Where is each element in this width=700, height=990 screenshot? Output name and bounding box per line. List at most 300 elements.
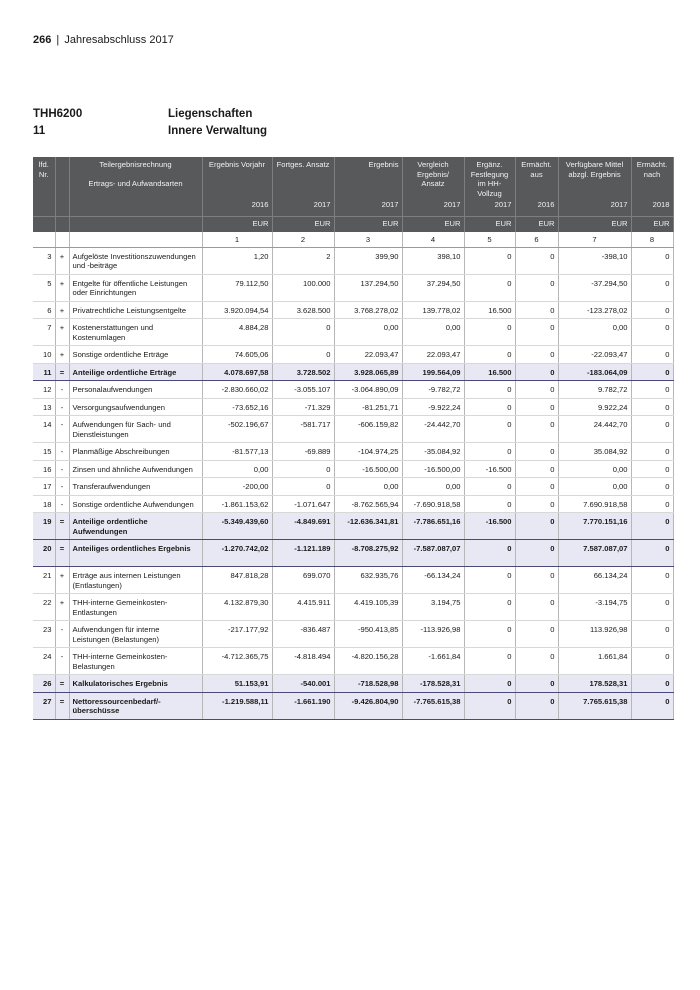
row-value: -12.636.341,81 xyxy=(334,513,402,540)
row-value: -73.652,16 xyxy=(202,398,272,416)
row-number: 12 xyxy=(33,381,55,399)
row-value: -9.782,72 xyxy=(402,381,464,399)
section-title xyxy=(33,106,673,140)
row-value: 35.084,92 xyxy=(558,443,631,461)
row-label: THH-interne Gemeinkosten-Belastungen xyxy=(69,648,202,675)
row-value: -502.196,67 xyxy=(202,416,272,443)
row-number: 18 xyxy=(33,495,55,513)
header-year: 2017 xyxy=(402,198,464,216)
row-value: 0 xyxy=(515,416,558,443)
table-row xyxy=(33,274,673,301)
row-label: Aufgelöste Investitionszuwendungen und -beiträge xyxy=(69,247,202,274)
row-number: 17 xyxy=(33,478,55,496)
row-operator: - xyxy=(55,648,69,675)
row-value: -8.762.565,94 xyxy=(334,495,402,513)
row-value: 0 xyxy=(272,346,334,364)
header-ermaecht-nach: Ermächt. nach xyxy=(631,157,673,198)
row-value: 22.093,47 xyxy=(334,346,402,364)
row-value: -123.278,02 xyxy=(558,301,631,319)
header-year: 2017 xyxy=(272,198,334,216)
row-value: 0 xyxy=(272,319,334,346)
row-value: 0 xyxy=(515,540,558,567)
table-row xyxy=(33,513,673,540)
row-value: 0 xyxy=(464,621,515,648)
row-operator: - xyxy=(55,416,69,443)
row-value: -9.426.804,90 xyxy=(334,692,402,719)
row-value: 0 xyxy=(515,247,558,274)
row-value: -16.500,00 xyxy=(334,460,402,478)
row-value: 0 xyxy=(515,460,558,478)
row-value: -71.329 xyxy=(272,398,334,416)
row-value: -1.861.153,62 xyxy=(202,495,272,513)
row-value: 1.661,84 xyxy=(558,648,631,675)
row-value: -1.071.647 xyxy=(272,495,334,513)
row-operator: - xyxy=(55,398,69,416)
row-label: Erträge aus internen Leistungen (Entlastungen) xyxy=(69,567,202,594)
row-value: -7.587.087,07 xyxy=(402,540,464,567)
row-value: 0 xyxy=(631,363,673,381)
table-row xyxy=(33,346,673,364)
row-value: -718.528,98 xyxy=(334,675,402,693)
table-header xyxy=(33,157,673,232)
column-number: 1 xyxy=(202,232,272,247)
header-units-row xyxy=(33,216,673,232)
column-number-row xyxy=(33,232,673,247)
row-value: 3.194,75 xyxy=(402,594,464,621)
row-value: 0 xyxy=(631,460,673,478)
row-value: 0 xyxy=(464,648,515,675)
row-label: Privatrechtliche Leistungsentgelte xyxy=(69,301,202,319)
row-value: 0 xyxy=(631,478,673,496)
row-operator: = xyxy=(55,363,69,381)
row-value: -950.413,85 xyxy=(334,621,402,648)
row-value: 0,00 xyxy=(402,319,464,346)
header-unit: EUR xyxy=(558,216,631,232)
row-label: Anteilige ordentliche Aufwendungen xyxy=(69,513,202,540)
budget-code: THH6200 xyxy=(33,108,83,120)
row-value: -66.134,24 xyxy=(402,567,464,594)
row-value: -35.084,92 xyxy=(402,443,464,461)
row-value: 0 xyxy=(464,567,515,594)
row-value: 0 xyxy=(515,594,558,621)
row-value: 100.000 xyxy=(272,274,334,301)
row-value: 0 xyxy=(631,540,673,567)
row-value: -22.093,47 xyxy=(558,346,631,364)
row-value: -37.294,50 xyxy=(558,274,631,301)
row-value: -5.349.439,60 xyxy=(202,513,272,540)
row-value: -178.528,31 xyxy=(402,675,464,693)
table-row xyxy=(33,675,673,693)
header-ergebnis-vorjahr: Ergebnis Vorjahr xyxy=(202,157,272,198)
row-value: -4.849.691 xyxy=(272,513,334,540)
row-value: 0 xyxy=(464,274,515,301)
row-value: 7.587.087,07 xyxy=(558,540,631,567)
row-value: 9.922,24 xyxy=(558,398,631,416)
header-year: 2017 xyxy=(464,198,515,216)
row-operator: - xyxy=(55,478,69,496)
row-value: 0 xyxy=(631,274,673,301)
row-number: 23 xyxy=(33,621,55,648)
row-number: 19 xyxy=(33,513,55,540)
row-label: Sonstige ordentliche Aufwendungen xyxy=(69,495,202,513)
row-value: 0 xyxy=(631,513,673,540)
header-teilergebnisrechnung: Teilergebnisrechnung Ertrags- und Aufwandsarten xyxy=(69,157,202,198)
row-value: 0 xyxy=(515,346,558,364)
header-separator: | xyxy=(56,34,60,46)
row-value: 0 xyxy=(631,398,673,416)
row-value: 0,00 xyxy=(558,319,631,346)
row-value: 4.415.911 xyxy=(272,594,334,621)
row-label: Zinsen und ähnliche Aufwendungen xyxy=(69,460,202,478)
row-value: 0 xyxy=(515,398,558,416)
row-value: -16.500 xyxy=(464,513,515,540)
row-value: 0 xyxy=(272,478,334,496)
row-value: 3.928.065,89 xyxy=(334,363,402,381)
row-value: 399,90 xyxy=(334,247,402,274)
table-row xyxy=(33,247,673,274)
row-number: 27 xyxy=(33,692,55,719)
header-unit: EUR xyxy=(202,216,272,232)
row-operator: + xyxy=(55,594,69,621)
row-operator: + xyxy=(55,319,69,346)
table-row xyxy=(33,460,673,478)
row-value: 0 xyxy=(464,381,515,399)
row-value: -16.500,00 xyxy=(402,460,464,478)
table-row xyxy=(33,621,673,648)
row-operator: - xyxy=(55,381,69,399)
page-header xyxy=(33,34,174,46)
row-operator: - xyxy=(55,621,69,648)
column-number: 2 xyxy=(272,232,334,247)
row-label: Sonstige ordentliche Erträge xyxy=(69,346,202,364)
row-label: Entgelte für öffentliche Leistungen oder Einrichtungen xyxy=(69,274,202,301)
table-row xyxy=(33,692,673,719)
row-value: 7.690.918,58 xyxy=(558,495,631,513)
header-year: 2016 xyxy=(515,198,558,216)
row-value: -1.270.742,02 xyxy=(202,540,272,567)
row-label: Kalkulatorisches Ergebnis xyxy=(69,675,202,693)
row-operator: + xyxy=(55,346,69,364)
row-value: 113.926,98 xyxy=(558,621,631,648)
row-number: 14 xyxy=(33,416,55,443)
row-value: 3.728.502 xyxy=(272,363,334,381)
row-operator: + xyxy=(55,274,69,301)
row-value: -8.708.275,92 xyxy=(334,540,402,567)
row-value: 0 xyxy=(515,363,558,381)
row-value: 0 xyxy=(515,675,558,693)
row-value: 0 xyxy=(631,416,673,443)
row-value: 137.294,50 xyxy=(334,274,402,301)
table-row xyxy=(33,567,673,594)
header-unit: EUR xyxy=(272,216,334,232)
column-number: 3 xyxy=(334,232,402,247)
row-value: 0 xyxy=(272,460,334,478)
row-label: Anteiliges ordentliches Ergebnis xyxy=(69,540,202,567)
row-number: 10 xyxy=(33,346,55,364)
header-ergebnis: Ergebnis xyxy=(334,157,402,198)
row-value: 0 xyxy=(464,319,515,346)
division-code: 11 xyxy=(33,125,46,137)
row-operator: - xyxy=(55,443,69,461)
header-years-row xyxy=(33,198,673,216)
row-value: 0 xyxy=(515,495,558,513)
row-value: 0,00 xyxy=(558,478,631,496)
row-value: 1,20 xyxy=(202,247,272,274)
row-value: -1.121.189 xyxy=(272,540,334,567)
row-value: 0 xyxy=(464,346,515,364)
row-number: 21 xyxy=(33,567,55,594)
row-value: 3.920.094,54 xyxy=(202,301,272,319)
table-row xyxy=(33,495,673,513)
row-value: -104.974,25 xyxy=(334,443,402,461)
row-number: 13 xyxy=(33,398,55,416)
row-value: -398,10 xyxy=(558,247,631,274)
row-value: 0,00 xyxy=(558,460,631,478)
row-value: 51.153,91 xyxy=(202,675,272,693)
row-value: 0,00 xyxy=(202,460,272,478)
row-value: 22.093,47 xyxy=(402,346,464,364)
row-value: 0 xyxy=(464,692,515,719)
row-label: Aufwendungen für Sach- und Dienstleistungen xyxy=(69,416,202,443)
row-value: 0 xyxy=(464,495,515,513)
row-operator: = xyxy=(55,692,69,719)
budget-name: Liegenschaften xyxy=(168,108,253,120)
row-value: 4.132.879,30 xyxy=(202,594,272,621)
row-number: 22 xyxy=(33,594,55,621)
row-label: Planmäßige Abschreibungen xyxy=(69,443,202,461)
row-value: 0 xyxy=(631,319,673,346)
row-value: -836.487 xyxy=(272,621,334,648)
row-operator: = xyxy=(55,675,69,693)
column-number: 5 xyxy=(464,232,515,247)
row-value: -16.500 xyxy=(464,460,515,478)
row-label: Kostenerstattungen und Kostenumlagen xyxy=(69,319,202,346)
row-value: -7.765.615,38 xyxy=(402,692,464,719)
table-row xyxy=(33,478,673,496)
row-value: 16.500 xyxy=(464,301,515,319)
column-number: 4 xyxy=(402,232,464,247)
row-value: 0 xyxy=(515,381,558,399)
row-value: -81.251,71 xyxy=(334,398,402,416)
row-value: 139.778,02 xyxy=(402,301,464,319)
row-operator: + xyxy=(55,247,69,274)
row-value: -7.690.918,58 xyxy=(402,495,464,513)
row-label: THH-interne Gemeinkosten-Entlastungen xyxy=(69,594,202,621)
header-unit: EUR xyxy=(515,216,558,232)
header-unit: EUR xyxy=(334,216,402,232)
row-value: 0 xyxy=(631,621,673,648)
row-operator: + xyxy=(55,567,69,594)
header-unit: EUR xyxy=(402,216,464,232)
row-value: 79.112,50 xyxy=(202,274,272,301)
table-row xyxy=(33,398,673,416)
row-value: 3.628.500 xyxy=(272,301,334,319)
row-label: Transferaufwendungen xyxy=(69,478,202,496)
header-year: 2018 xyxy=(631,198,673,216)
row-operator: + xyxy=(55,301,69,319)
row-value: 4.884,28 xyxy=(202,319,272,346)
row-value: 2 xyxy=(272,247,334,274)
row-value: -1.219.588,11 xyxy=(202,692,272,719)
header-lfd-nr: lfd. Nr. xyxy=(33,157,55,198)
row-value: 0 xyxy=(464,443,515,461)
row-value: 16.500 xyxy=(464,363,515,381)
row-value: 0 xyxy=(515,513,558,540)
column-number: 6 xyxy=(515,232,558,247)
page-number: 266 xyxy=(33,34,52,46)
row-value: -183.064,09 xyxy=(558,363,631,381)
row-value: -217.177,92 xyxy=(202,621,272,648)
table-row xyxy=(33,540,673,567)
row-number: 20 xyxy=(33,540,55,567)
division-name: Innere Verwaltung xyxy=(168,125,268,137)
row-value: 37.294,50 xyxy=(402,274,464,301)
row-value: 632.935,76 xyxy=(334,567,402,594)
row-value: 24.442,70 xyxy=(558,416,631,443)
header-unit: EUR xyxy=(464,216,515,232)
row-value: -4.712.365,75 xyxy=(202,648,272,675)
table-row xyxy=(33,301,673,319)
row-label: Personalaufwendungen xyxy=(69,381,202,399)
row-value: -4.818.494 xyxy=(272,648,334,675)
row-value: 0 xyxy=(515,301,558,319)
row-value: 0,00 xyxy=(334,478,402,496)
row-value: 199.564,09 xyxy=(402,363,464,381)
row-value: -24.442,70 xyxy=(402,416,464,443)
row-number: 16 xyxy=(33,460,55,478)
header-year: 2017 xyxy=(558,198,631,216)
row-value: 4.419.105,39 xyxy=(334,594,402,621)
header-year: 2016 xyxy=(202,198,272,216)
row-value: 7.765.615,38 xyxy=(558,692,631,719)
row-value: -7.786.651,16 xyxy=(402,513,464,540)
row-value: 178.528,31 xyxy=(558,675,631,693)
header-year: 2017 xyxy=(334,198,402,216)
row-value: 0 xyxy=(631,648,673,675)
column-number: 8 xyxy=(631,232,673,247)
row-value: 0 xyxy=(515,621,558,648)
row-value: 0 xyxy=(631,301,673,319)
row-value: 0 xyxy=(631,495,673,513)
table-row xyxy=(33,416,673,443)
row-value: 0 xyxy=(464,478,515,496)
row-number: 3 xyxy=(33,247,55,274)
row-value: 0 xyxy=(631,247,673,274)
row-value: 398,10 xyxy=(402,247,464,274)
row-value: 0,00 xyxy=(334,319,402,346)
row-number: 24 xyxy=(33,648,55,675)
row-value: -9.922,24 xyxy=(402,398,464,416)
row-label: Anteilige ordentliche Erträge xyxy=(69,363,202,381)
row-value: -81.577,13 xyxy=(202,443,272,461)
row-value: 0 xyxy=(464,675,515,693)
table-row xyxy=(33,319,673,346)
row-value: 0 xyxy=(631,443,673,461)
row-number: 5 xyxy=(33,274,55,301)
row-value: 0 xyxy=(631,675,673,693)
header-fortges-ansatz: Fortges. Ansatz xyxy=(272,157,334,198)
table-row xyxy=(33,594,673,621)
row-value: -113.926,98 xyxy=(402,621,464,648)
row-label: Nettoressourcenbedarf/-überschüsse xyxy=(69,692,202,719)
row-value: 74.605,06 xyxy=(202,346,272,364)
row-number: 11 xyxy=(33,363,55,381)
row-value: 0 xyxy=(464,398,515,416)
table-body xyxy=(33,232,673,719)
row-number: 15 xyxy=(33,443,55,461)
header-ermaecht-aus: Ermächt. aus xyxy=(515,157,558,198)
table-row xyxy=(33,363,673,381)
row-value: 0 xyxy=(464,540,515,567)
row-value: 847.818,28 xyxy=(202,567,272,594)
row-value: -606.159,82 xyxy=(334,416,402,443)
header-ergaenz-festlegung: Ergänz. Festlegung im HH-Vollzug xyxy=(464,157,515,198)
row-value: -3.064.890,09 xyxy=(334,381,402,399)
row-value: -4.820.156,28 xyxy=(334,648,402,675)
row-operator: - xyxy=(55,460,69,478)
row-operator: - xyxy=(55,495,69,513)
row-value: -3.194,75 xyxy=(558,594,631,621)
row-value: -200,00 xyxy=(202,478,272,496)
column-number: 7 xyxy=(558,232,631,247)
row-value: 0 xyxy=(631,346,673,364)
row-value: 0 xyxy=(515,478,558,496)
row-operator: = xyxy=(55,540,69,567)
financial-table xyxy=(33,157,674,720)
row-value: 0,00 xyxy=(402,478,464,496)
row-value: 66.134,24 xyxy=(558,567,631,594)
row-value: 0 xyxy=(515,692,558,719)
row-value: 0 xyxy=(515,274,558,301)
row-label: Aufwendungen für interne Leistungen (Belastungen) xyxy=(69,621,202,648)
header-unit: EUR xyxy=(631,216,673,232)
row-value: 0 xyxy=(631,692,673,719)
header-verfuegbare-mittel: Verfügbare Mittel abzgl. Ergebnis xyxy=(558,157,631,198)
row-number: 7 xyxy=(33,319,55,346)
row-value: 0 xyxy=(631,381,673,399)
row-value: 0 xyxy=(515,567,558,594)
row-value: 9.782,72 xyxy=(558,381,631,399)
table-row xyxy=(33,381,673,399)
row-value: -2.830.660,02 xyxy=(202,381,272,399)
row-value: -1.661.190 xyxy=(272,692,334,719)
row-value: 0 xyxy=(464,594,515,621)
table-row xyxy=(33,648,673,675)
table-row xyxy=(33,443,673,461)
row-value: 4.078.697,58 xyxy=(202,363,272,381)
row-value: -1.661,84 xyxy=(402,648,464,675)
row-value: 0 xyxy=(631,567,673,594)
row-value: 0 xyxy=(464,416,515,443)
row-value: -69.889 xyxy=(272,443,334,461)
row-value: 3.768.278,02 xyxy=(334,301,402,319)
header-vergleich: Vergleich Ergebnis/ Ansatz xyxy=(402,157,464,198)
row-value: 0 xyxy=(464,247,515,274)
row-value: -581.717 xyxy=(272,416,334,443)
row-value: 7.770.151,16 xyxy=(558,513,631,540)
row-value: 0 xyxy=(515,648,558,675)
row-value: 0 xyxy=(631,594,673,621)
row-value: -3.055.107 xyxy=(272,381,334,399)
row-number: 26 xyxy=(33,675,55,693)
row-label: Versorgungsaufwendungen xyxy=(69,398,202,416)
row-number: 6 xyxy=(33,301,55,319)
row-value: 0 xyxy=(515,443,558,461)
row-value: 699.070 xyxy=(272,567,334,594)
row-operator: = xyxy=(55,513,69,540)
document-title: Jahresabschluss 2017 xyxy=(64,34,174,46)
row-value: -540.001 xyxy=(272,675,334,693)
